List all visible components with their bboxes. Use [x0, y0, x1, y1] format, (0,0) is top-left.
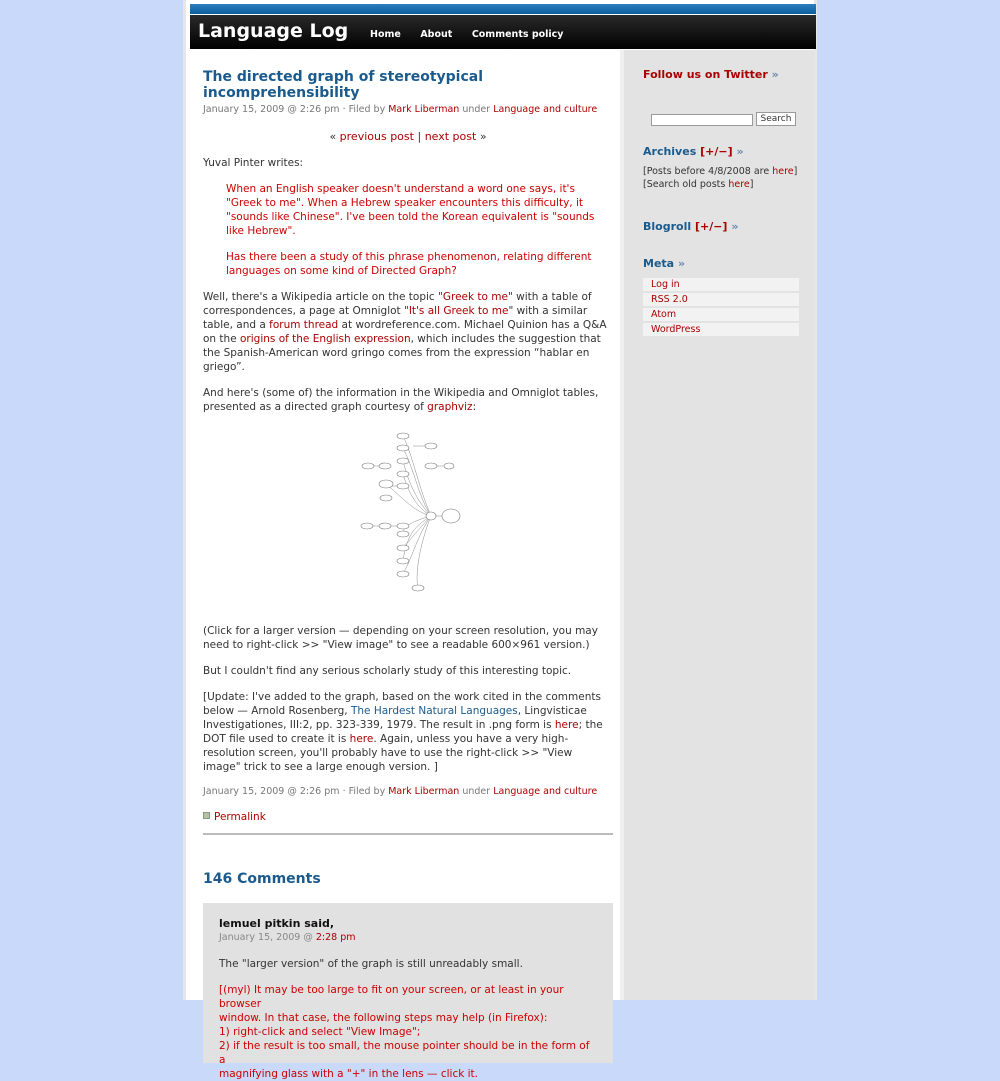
- meta-item-atom: [643, 308, 799, 323]
- blogroll-heading: Blogroll [+/−] »: [643, 220, 739, 233]
- twitter-section: [643, 68, 803, 81]
- paragraph-click-larger: (Click for a larger version — depending on your screen resolution, you may need to right-click >> "View image" to see a readable 600×961 version.): [203, 625, 598, 651]
- archives-toggle[interactable]: [+/−]: [700, 145, 733, 158]
- post-date: January 15, 2009 @ 2:26 pm: [203, 104, 340, 115]
- next-post-link[interactable]: next post: [424, 130, 477, 143]
- quote-block: [226, 182, 613, 278]
- comment-date: January 15, 2009 @ 2:28 pm: [219, 932, 356, 943]
- archives-heading: Archives [+/−] »: [643, 145, 744, 158]
- greek-to-me-link[interactable]: Greek to me: [442, 291, 508, 303]
- post-meta: [203, 104, 613, 115]
- main-nav: [370, 27, 579, 40]
- nav-comments-policy[interactable]: Comments policy: [471, 29, 564, 40]
- graphviz-link[interactable]: graphviz: [427, 401, 473, 413]
- permalink-link[interactable]: Permalink: [214, 811, 266, 823]
- archive-old-posts-link[interactable]: here: [772, 166, 794, 177]
- atom-link[interactable]: Atom: [651, 309, 677, 320]
- wordpress-link[interactable]: WordPress: [651, 324, 701, 335]
- footer-author-link[interactable]: Mark Liberman: [388, 786, 460, 797]
- png-here-link[interactable]: here: [554, 719, 579, 731]
- comment-item: [203, 903, 613, 1080]
- post-divider: [203, 833, 613, 835]
- archive-search-link[interactable]: here: [728, 179, 750, 190]
- left-quote-mark: «: [329, 130, 337, 143]
- reply-line: window. In that case, the following steps may help (in Firefox):: [219, 1012, 548, 1024]
- nav-home[interactable]: Home: [370, 29, 401, 40]
- footer-under-label: under: [462, 786, 491, 797]
- filed-by-label: · Filed by: [342, 104, 386, 115]
- nav-about[interactable]: About: [420, 29, 453, 40]
- main-content: [203, 50, 613, 1080]
- origins-link[interactable]: origins of the English expression: [240, 333, 411, 345]
- comment-time-link[interactable]: 2:28 pm: [315, 932, 356, 943]
- permalink-bullet-icon: [203, 812, 210, 819]
- paragraph-graph-intro: And here's (some of) the information in the Wikipedia and Omniglot tables, presented as a directed graph courtesy of graphviz:: [203, 387, 599, 413]
- meta-heading: Meta »: [643, 257, 686, 270]
- footer-category-link[interactable]: Language and culture: [493, 786, 598, 797]
- login-link[interactable]: Log in: [651, 279, 680, 290]
- page: [183, 0, 817, 1080]
- meta-item-login: [643, 278, 799, 293]
- paragraph-update: [Update: I've added to the graph, based on the work cited in the comments below — Arnold Rosenberg, The Hardest Natural Languages, Lingvisticae Investigationes, III:2, pp. 323-339, 1979. The result in .png form is here; the DOT file used to create it is here. Again, unless you have a very high-resolution screen, you'll probably have to use the right-click >> "View image" trick to see a large enough version. ]: [203, 691, 603, 773]
- paragraph-sources: Well, there's a Wikipedia article on the topic "Greek to me" with a table of correspondences, a page at Omniglot "It's all Greek to me" with a similar table, and a forum thread at wordreference.com. Michael Quinion has a Q&A on the origins of the English expression, which includes the suggestion that the Spanish-American word gringo comes from the expression “hablar en griego”.: [203, 291, 607, 373]
- post-footer-meta: [203, 786, 613, 797]
- permalink-row: [203, 811, 613, 823]
- post-title[interactable]: The directed graph of stereotypical incomprehensibility: [203, 69, 484, 101]
- paragraph-no-study: But I couldn't find any serious scholarly study of this interesting topic.: [203, 665, 572, 677]
- meta-item-rss: [643, 293, 799, 308]
- category-link[interactable]: Language and culture: [493, 104, 598, 115]
- raquo-icon: »: [736, 145, 744, 158]
- footer-post-date: January 15, 2009 @ 2:26 pm: [203, 786, 340, 797]
- comment-author: lemuel pitkin said,: [219, 917, 335, 930]
- reply-line: 2) if the result is too small, the mouse pointer should be in the form of a: [219, 1040, 590, 1066]
- raquo-icon: »: [677, 257, 686, 270]
- graph-thumbnail: [203, 426, 613, 606]
- nav-separator: |: [417, 130, 422, 143]
- footer-filed-by-label: · Filed by: [342, 786, 386, 797]
- meta-item-wordpress: [643, 323, 799, 338]
- intro-text: Yuval Pinter writes:: [203, 157, 304, 169]
- previous-post-link[interactable]: previous post: [339, 130, 414, 143]
- quote-paragraph-1: When an English speaker doesn't understand a word one says, it's "Greek to me". When a Hebrew speaker encounters this difficulty, it "sounds like Chinese". I've been told the Korean equivalent is "sounds like Hebrew".: [226, 183, 595, 237]
- meta-section: [643, 257, 803, 338]
- raquo-icon: »: [731, 220, 739, 233]
- archives-section: [643, 145, 803, 191]
- blogroll-toggle[interactable]: [+/−]: [694, 220, 728, 233]
- comment-moderator-reply: [219, 983, 597, 1081]
- post-navigation: [203, 130, 613, 143]
- omniglot-link[interactable]: It's all Greek to me: [408, 305, 509, 317]
- quote-paragraph-2: Has there been a study of this phrase phenomenon, relating different languages on some kind of Directed Graph?: [226, 251, 592, 277]
- comment-text: The "larger version" of the graph is still unreadably small.: [219, 958, 523, 970]
- dot-here-link[interactable]: here: [349, 733, 374, 745]
- blog-title-link[interactable]: Language Log: [198, 20, 349, 42]
- right-quote-mark: »: [479, 130, 487, 143]
- meta-list: [643, 278, 803, 338]
- comments-count-heading: 146 Comments: [203, 871, 321, 887]
- directed-graph-image[interactable]: [203, 426, 613, 606]
- blogroll-section: [643, 220, 803, 233]
- archives-text: [Posts before 4/8/2008 are here] [Search old posts here]: [643, 166, 798, 190]
- raquo-icon: »: [771, 68, 779, 81]
- reply-line: [(myl) It may be too large to fit on your screen, or at least in your browser: [219, 984, 564, 1010]
- under-label: under: [462, 104, 491, 115]
- forum-thread-link[interactable]: forum thread: [269, 319, 339, 331]
- hardest-languages-link[interactable]: The Hardest Natural Languages: [350, 705, 518, 717]
- search-input[interactable]: [651, 114, 753, 126]
- top-accent-bar: [190, 4, 816, 14]
- author-link[interactable]: Mark Liberman: [388, 104, 460, 115]
- sidebar: [620, 50, 814, 1000]
- header: [190, 15, 816, 49]
- reply-line: magnifying glass with a "+" in the lens — click it.: [219, 1068, 479, 1080]
- follow-twitter-link[interactable]: Follow us on Twitter »: [643, 68, 779, 81]
- search-button[interactable]: Search: [756, 112, 796, 126]
- rss-link[interactable]: RSS 2.0: [651, 294, 688, 305]
- reply-line: 1) right-click and select "View Image";: [219, 1026, 421, 1038]
